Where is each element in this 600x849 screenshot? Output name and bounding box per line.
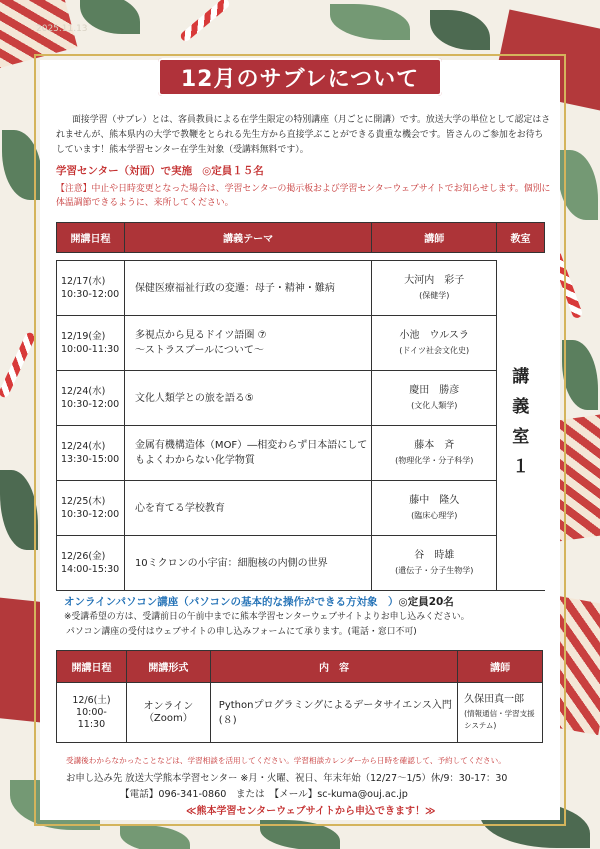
leaf-decoration xyxy=(330,4,410,40)
contact-info: お申し込み先 放送大学熊本学習センター ※月・火曜、祝日、年末年始（12/27〜1/5）休/9：30-17：30 xyxy=(66,773,508,784)
venue-line xyxy=(56,163,264,178)
table-row xyxy=(57,426,545,481)
teacher-affiliation: (情報通信・学習支援システム) xyxy=(464,708,535,730)
table-spacer xyxy=(57,253,545,261)
header-room: 教室 xyxy=(497,223,545,253)
table-row xyxy=(57,481,545,536)
row-teacher xyxy=(372,371,497,426)
row-date xyxy=(57,481,125,536)
teacher-affiliation: (遺伝子・分子生物学) xyxy=(395,566,474,575)
teacher-affiliation: (臨床心理学) xyxy=(411,511,458,520)
website-apply-link[interactable]: ≪熊本学習センターウェブサイトから申込できます！≫ xyxy=(186,806,436,817)
table-header-row xyxy=(57,651,543,683)
row-teacher xyxy=(372,261,497,316)
date-text: 12/6(土) xyxy=(72,694,111,706)
teacher-name: 慶田 勝彦 xyxy=(409,385,460,396)
header-date: 開講日程 xyxy=(57,651,127,683)
row-date xyxy=(57,316,125,371)
date-text: 12/24(水) xyxy=(61,386,106,397)
row-date xyxy=(57,536,125,591)
pc-course-table xyxy=(56,650,543,743)
table-header-row xyxy=(57,223,545,253)
watermark-date: 2025.11.13 xyxy=(36,24,88,34)
page-title: 12月のサブレについて xyxy=(158,58,442,96)
table-row xyxy=(57,536,545,591)
date-text: 12/19(金) xyxy=(61,331,106,342)
teacher-name: 谷 時雄 xyxy=(414,550,455,561)
leaf-decoration xyxy=(430,10,490,50)
pc-course-capacity: ◎定員20名 xyxy=(398,596,454,608)
date-text: 12/26(金) xyxy=(61,551,106,562)
venue-label: 学習センター（対面）で実施 xyxy=(56,165,193,177)
pc-note-2: パソコン講座の受付はウェブサイトの申し込みフォームにて承ります。(電話・窓口不可) xyxy=(66,627,417,637)
row-date xyxy=(57,261,125,316)
intro-paragraph: 面接学習（サブレ）とは、客員教員による在学生限定の特別講座（月ごとに開講）です。放送大学の単位として認定はされませんが、熊本県内の大学で教鞭をとられる先生方から直接学ぶことができる貴重な機会です。皆さんのご参加をお待ちしています！熊本学習センター在学生対象（受講料無料です）。 xyxy=(56,115,551,155)
teacher-name: 藤中 隆久 xyxy=(409,495,460,506)
row-teacher xyxy=(372,426,497,481)
header-format: 開講形式 xyxy=(126,651,210,683)
time-text: 10:30-12:00 xyxy=(61,399,120,410)
intro-text xyxy=(56,113,552,158)
candy-cane-decoration xyxy=(0,331,36,399)
row-teacher xyxy=(372,481,497,536)
date-text: 12/24(水) xyxy=(61,441,106,452)
row-theme: 金属有機構造体（MOF）―相変わらず日本語にしてもよくわからない化学物質 xyxy=(124,426,371,481)
row-theme: 10ミクロンの小宇宙：細胞核の内側の世界 xyxy=(124,536,371,591)
date-text: 12/17(水) xyxy=(61,276,106,287)
contact-phone-email: 【電話】096-341-0860 または 【メール】sc-kuma@ouj.ac.jp xyxy=(120,789,408,800)
teacher-name: 藤本 斉 xyxy=(414,440,455,451)
row-theme: 文化人類学との旅を語る⑤ xyxy=(124,371,371,426)
table-row xyxy=(57,261,545,316)
teacher-affiliation: (ドイツ社会文化史) xyxy=(399,346,470,355)
leaf-decoration xyxy=(120,825,190,849)
pc-course-notes xyxy=(64,610,554,640)
time-text: 10:00-11:30 xyxy=(61,344,120,355)
teacher-name: 小池 ウルスラ xyxy=(399,330,469,341)
row-format: オンライン （Zoom） xyxy=(126,683,210,743)
header-date: 開講日程 xyxy=(57,223,125,253)
row-teacher xyxy=(458,683,543,743)
row-theme: 心を育てる学校教育 xyxy=(124,481,371,536)
teacher-affiliation: (物理化学・分子科学) xyxy=(395,456,474,465)
room-cell xyxy=(497,253,545,591)
room-label: 講 義 室 １ xyxy=(512,366,530,477)
venue-capacity: ◎定員１５名 xyxy=(202,165,264,177)
time-text: 13:30-15:00 xyxy=(61,454,120,465)
pc-note-1: ※受講希望の方は、受講前日の午前中までに熊本学習センターウェブサイトよりお申し込みください。 xyxy=(64,612,470,622)
lecture-schedule-table xyxy=(56,222,545,591)
consultation-note: 受講後わからなかったことなどは、学習相談を活用してください。学習相談カレンダーから日時を確認して、予約してください。 xyxy=(66,756,506,765)
row-teacher xyxy=(372,536,497,591)
header-content: 内 容 xyxy=(210,651,457,683)
time-text: 10:30-12:00 xyxy=(61,289,120,300)
theme-text: 多視点から見るドイツ語圏 ⑦ 〜ストラスブールについて〜 xyxy=(134,330,267,356)
row-content: Pythonプログラミングによるデータサイエンス入門(８) xyxy=(210,683,457,743)
leaf-decoration xyxy=(562,340,598,410)
time-text: 10:00- 11:30 xyxy=(76,706,107,730)
notice-text: 【注意】中止や日時変更となった場合は、学習センターの掲示板および学習センターウェブサイトでお知らせします。個別に体温調節できるように、来所してください。 xyxy=(56,184,551,208)
teacher-name: 大河内 彩子 xyxy=(404,275,465,286)
table-row xyxy=(57,316,545,371)
time-text: 14:00-15:30 xyxy=(61,564,120,575)
teacher-affiliation: (保健学) xyxy=(419,291,450,300)
leaf-decoration xyxy=(0,470,38,550)
row-date xyxy=(57,426,125,481)
time-text: 10:30-12:00 xyxy=(61,509,120,520)
leaf-decoration xyxy=(80,0,140,34)
row-date xyxy=(57,683,127,743)
row-date xyxy=(57,371,125,426)
header-theme: 講義テーマ xyxy=(124,223,371,253)
date-text: 12/25(木) xyxy=(61,496,106,507)
table-row xyxy=(57,371,545,426)
pc-course-title: オンラインパソコン講座（パソコンの基本的な操作ができる方対象 ） xyxy=(64,596,399,608)
teacher-name: 久保田真一郎 xyxy=(464,693,525,705)
row-theme: 保健医療福祉行政の変遷：母子・精神・難病 xyxy=(124,261,371,316)
pc-course-heading xyxy=(64,594,454,609)
row-teacher xyxy=(372,316,497,371)
row-theme xyxy=(124,316,371,371)
candy-cane-decoration xyxy=(179,0,231,43)
header-teacher: 講師 xyxy=(372,223,497,253)
teacher-affiliation: (文化人類学) xyxy=(411,401,458,410)
header-teacher: 講師 xyxy=(458,651,543,683)
table-row xyxy=(57,683,543,743)
